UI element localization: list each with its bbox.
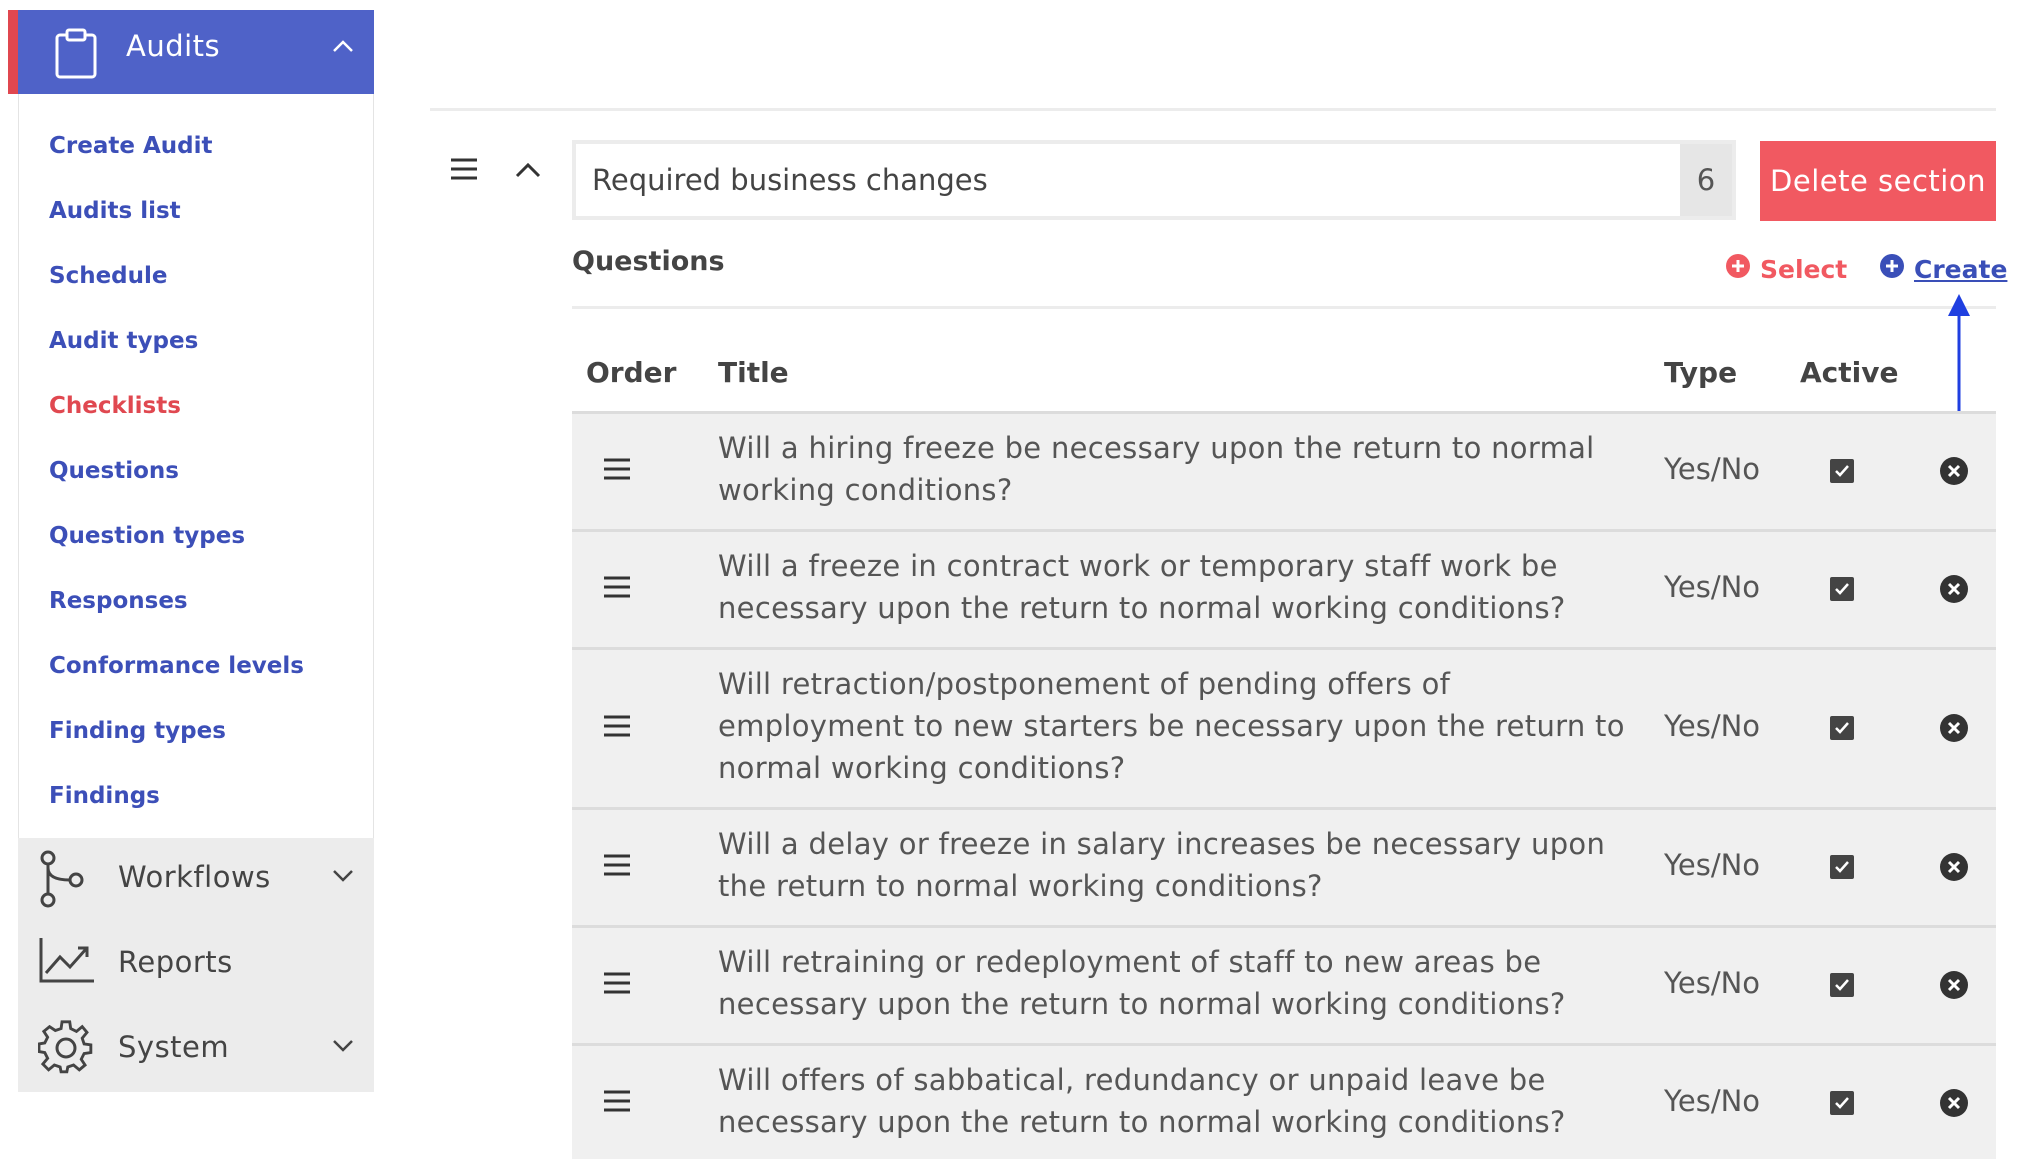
reports-chart-icon (38, 935, 96, 989)
question-title: Will a delay or freeze in salary increases be necessary upon the return to normal working conditions? (718, 827, 1606, 903)
active-checkbox[interactable] (1830, 1091, 1854, 1115)
question-type: Yes/No (1664, 966, 1761, 1000)
question-count-badge: 6 (1680, 144, 1732, 216)
question-type: Yes/No (1664, 452, 1761, 486)
sidebar-item-schedule[interactable]: Schedule (49, 263, 168, 289)
workflow-icon (38, 850, 88, 914)
sidebar-secondary-menu (18, 838, 374, 1092)
question-title: Will retraining or redeployment of staff to new areas be necessary upon the return to normal working conditions? (718, 945, 1566, 1021)
column-header-title: Title (718, 356, 789, 389)
sidebar (18, 10, 374, 1092)
table-row (572, 925, 1996, 1043)
sidebar-item-responses[interactable]: Responses (49, 588, 188, 614)
chevron-up-icon[interactable] (515, 162, 541, 182)
drag-handle-icon[interactable] (604, 458, 630, 484)
sidebar-item-system[interactable] (18, 1008, 374, 1092)
sidebar-item-audits-list[interactable]: Audits list (49, 198, 181, 224)
sidebar-item-audits[interactable] (8, 10, 374, 94)
chevron-up-icon[interactable] (332, 38, 354, 57)
sidebar-item-checklists[interactable]: Checklists (49, 393, 181, 419)
table-row (572, 411, 1996, 529)
sidebar-item-label: System (118, 1030, 230, 1064)
chevron-down-icon[interactable] (332, 868, 354, 887)
table-row (572, 647, 1996, 807)
sidebar-item-question-types[interactable]: Question types (49, 523, 246, 549)
question-title: Will retraction/postponement of pending offers of employment to new starters be necessary upon the return to normal working conditions? (718, 667, 1625, 785)
active-checkbox[interactable] (1830, 577, 1854, 601)
sidebar-item-reports[interactable] (18, 923, 374, 1007)
drag-handle-icon[interactable] (604, 576, 630, 602)
column-header-order: Order (586, 356, 677, 389)
column-header-active: Active (1800, 356, 1899, 389)
sidebar-item-label: Audits (126, 29, 221, 63)
questions-heading: Questions (572, 246, 725, 277)
plus-circle-icon (1880, 254, 1904, 284)
divider (430, 108, 1996, 111)
active-checkbox[interactable] (1830, 973, 1854, 997)
remove-circle-icon[interactable] (1940, 575, 1968, 607)
create-question-button[interactable] (1880, 254, 2007, 284)
sidebar-item-create-audit[interactable]: Create Audit (49, 133, 213, 159)
drag-handle-icon[interactable] (604, 854, 630, 880)
sidebar-item-label: Reports (118, 945, 233, 979)
sidebar-item-conformance-levels[interactable]: Conformance levels (49, 653, 304, 679)
remove-circle-icon[interactable] (1940, 457, 1968, 489)
drag-handle-icon[interactable] (604, 715, 630, 741)
active-checkbox[interactable] (1830, 459, 1854, 483)
table-row (572, 807, 1996, 925)
sidebar-item-questions[interactable]: Questions (49, 458, 179, 484)
select-label: Select (1760, 254, 1848, 284)
question-title: Will a hiring freeze be necessary upon the return to normal working conditions? (718, 431, 1595, 507)
sidebar-item-audit-types[interactable]: Audit types (49, 328, 199, 354)
active-checkbox[interactable] (1830, 855, 1854, 879)
table-row (572, 529, 1996, 647)
column-header-type: Type (1664, 356, 1738, 389)
active-checkbox[interactable] (1830, 716, 1854, 740)
delete-section-button[interactable]: Delete section (1760, 141, 1996, 221)
sidebar-item-workflows[interactable] (18, 838, 374, 922)
question-type: Yes/No (1664, 570, 1761, 604)
drag-handle-icon[interactable] (450, 158, 478, 184)
audits-submenu (18, 94, 374, 838)
sidebar-item-finding-types[interactable]: Finding types (49, 718, 226, 744)
divider (572, 306, 1996, 309)
drag-handle-icon[interactable] (604, 1090, 630, 1116)
plus-circle-icon (1726, 254, 1750, 284)
table-row (572, 1043, 1996, 1159)
question-title: Will a freeze in contract work or temporary staff work be necessary upon the return to normal working conditions? (718, 549, 1566, 625)
question-type: Yes/No (1664, 848, 1761, 882)
remove-circle-icon[interactable] (1940, 714, 1968, 746)
clipboard-icon (54, 27, 98, 83)
remove-circle-icon[interactable] (1940, 971, 1968, 1003)
sidebar-item-label: Workflows (118, 860, 271, 894)
question-type: Yes/No (1664, 1084, 1761, 1118)
section-name-input[interactable] (576, 144, 1676, 216)
gear-icon (38, 1020, 94, 1080)
drag-handle-icon[interactable] (604, 972, 630, 998)
create-label: Create (1914, 254, 2008, 284)
question-title: Will offers of sabbatical, redundancy or unpaid leave be necessary upon the return to normal working conditions? (718, 1063, 1566, 1139)
sidebar-item-findings[interactable]: Findings (49, 783, 160, 809)
question-type: Yes/No (1664, 709, 1761, 743)
chevron-down-icon[interactable] (332, 1038, 354, 1057)
remove-circle-icon[interactable] (1940, 853, 1968, 885)
select-question-button[interactable] (1726, 254, 1847, 284)
remove-circle-icon[interactable] (1940, 1089, 1968, 1121)
section-name-field (572, 140, 1736, 220)
